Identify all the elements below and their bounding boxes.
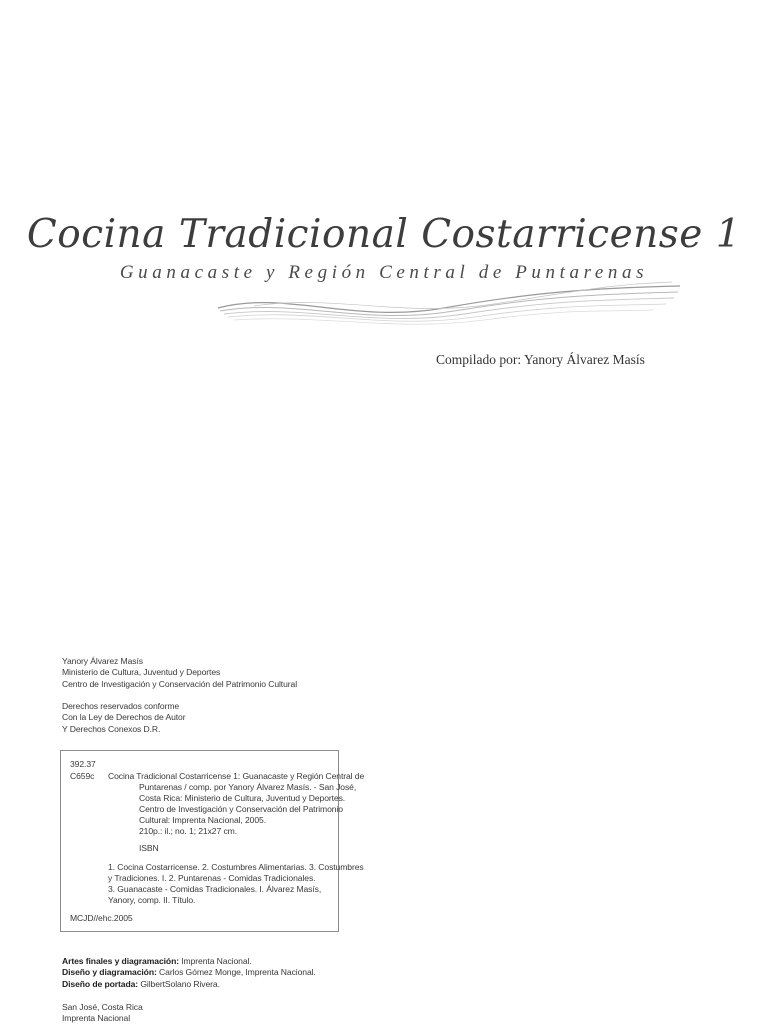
- author-line: Yanory Álvarez Masís: [62, 656, 143, 666]
- catalog-isbn: ISBN: [139, 843, 159, 853]
- credit-line: [62, 979, 316, 990]
- credit-value: Carlos Gómez Monge, Imprenta Nacional.: [156, 967, 316, 978]
- catalog-subject-line: y Tradiciones. I. 2. Puntarenas - Comidas Tradicionales.: [108, 873, 316, 883]
- rights-line: Con la Ley de Derechos de Autor: [62, 712, 186, 723]
- catalog-code: MCJD//ehc.2005: [70, 913, 133, 923]
- credit-line: [62, 967, 316, 978]
- credit-value: GilbertSolano Rivera.: [138, 978, 220, 989]
- catalog-class-number: 392.37: [70, 759, 96, 769]
- place-line: San José, Costa Rica: [62, 1002, 143, 1012]
- book-title: Cocina Tradicional Costarricense 1: [26, 212, 742, 257]
- book-subtitle: Guanacaste y Región Central de Puntarenas: [119, 262, 649, 283]
- author-line: Centro de Investigación y Conservación del Patrimonio Cultural: [62, 678, 298, 689]
- place-block: [62, 1002, 143, 1025]
- author-line: Ministerio de Cultura, Juventud y Deportes: [62, 667, 221, 678]
- rights-block: [62, 701, 186, 735]
- credit-value: Imprenta Nacional.: [178, 956, 252, 966]
- catalog-entry-line: Cultural: Imprenta Nacional, 2005.: [139, 815, 267, 825]
- catalog-card: [60, 750, 365, 932]
- catalog-entry-line: Puntarenas / comp. por Yanory Álvarez Masís. - San José,: [139, 782, 357, 792]
- catalog-entry-line: 210p.: il.; no. 1; 21x27 cm.: [139, 826, 237, 836]
- credit-label: Artes finales y diagramación:: [62, 956, 179, 966]
- place-line: Imprenta Nacional: [62, 1013, 131, 1024]
- author-block: [62, 656, 297, 690]
- credits-block: [62, 956, 316, 990]
- rights-line: Y Derechos Conexos D.R.: [62, 723, 161, 734]
- catalog-cutter: C659c: [70, 771, 95, 781]
- decorative-swoosh: [214, 280, 684, 334]
- credit-label: Diseño de portada:: [62, 978, 139, 989]
- catalog-entry-line: Costa Rica: Ministerio de Cultura, Juventud y Deportes.: [139, 793, 346, 803]
- catalog-entry-line: Centro de Investigación y Conservación del Patrimonio: [139, 804, 343, 814]
- catalog-subject-line: 1. Cocina Costarricense. 2. Costumbres Alimentarias. 3. Costumbres: [108, 862, 364, 872]
- credit-line: [62, 956, 316, 967]
- credit-label: Diseño y diagramación:: [62, 967, 157, 978]
- rights-line: Derechos reservados conforme: [62, 701, 180, 711]
- compiled-by: Compilado por: Yanory Álvarez Masís: [436, 352, 645, 367]
- catalog-subject-line: 3. Guanacaste - Comidas Tradicionales. I. Álvarez Masís,: [108, 884, 322, 894]
- catalog-entry-line: Cocina Tradicional Costarricense 1: Guanacaste y Región Central de: [108, 771, 365, 781]
- catalog-subject-line: Yanory, comp. II. Título.: [108, 895, 196, 905]
